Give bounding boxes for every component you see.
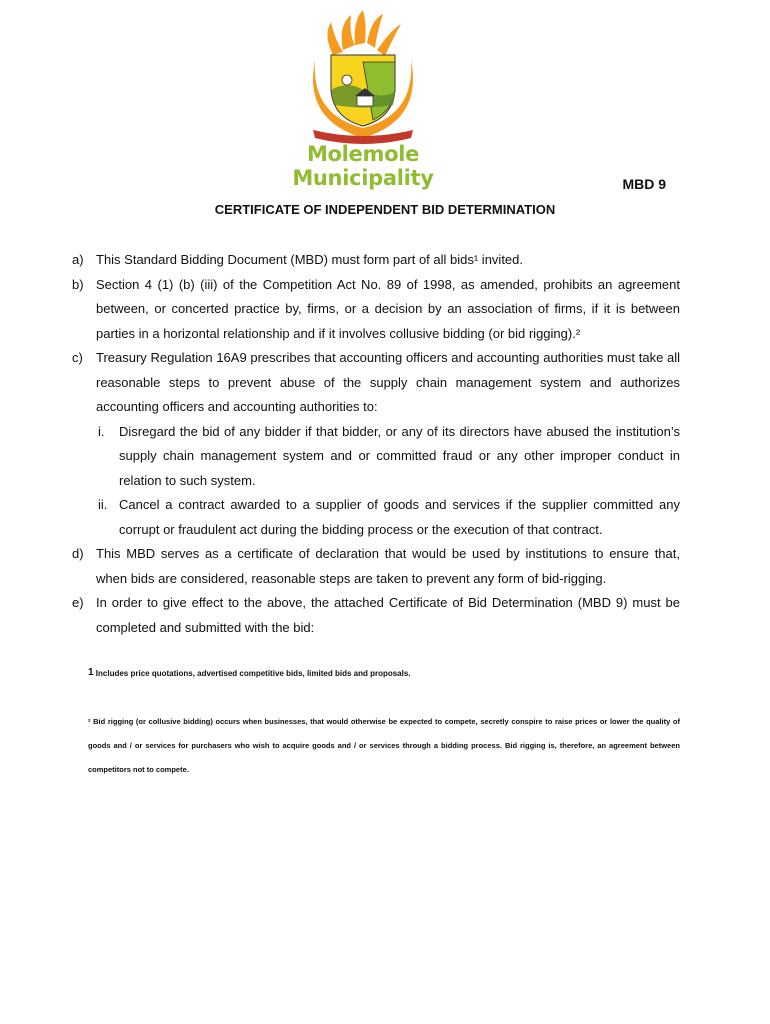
list-item	[72, 273, 680, 347]
municipality-name: Molemole Municipality	[292, 142, 434, 190]
document-body	[72, 248, 680, 640]
subitem-label: ii.	[98, 497, 108, 512]
list-item	[72, 346, 680, 420]
footnote-1	[88, 669, 411, 680]
item-text: Treasury Regulation 16A9 prescribes that accounting officers and accounting authorities must take all reasonable steps to prevent abuse of the supply chain management system and authorizes accounting officers and accounting authorities to:	[96, 350, 680, 414]
subitem-label: i.	[98, 423, 105, 439]
item-text: This MBD serves as a certificate of declaration that would be used by institutions to ensure that, when bids are considered, reasonable steps are taken to prevent any form of bid-rigging.	[96, 546, 680, 586]
item-label: b)	[72, 276, 84, 292]
item-label: e)	[72, 595, 84, 610]
sub-list-item	[72, 493, 680, 542]
document-title: CERTIFICATE OF INDEPENDENT BID DETERMINATION	[214, 202, 556, 217]
list-item	[72, 591, 680, 640]
municipality-crest-icon	[243, 10, 483, 145]
item-text: In order to give effect to the above, the attached Certificate of Bid Determination (MBD 9) must be completed and submitted with the bid:	[96, 595, 680, 635]
item-label: a)	[72, 252, 84, 267]
subitem-text: Disregard the bid of any bidder if that bidder, or any of its directors have abused the institution’s supply chain management system and or committed fraud or any other improper conduct in relation to such system.	[119, 423, 680, 488]
item-text: Section 4 (1) (b) (iii) of the Competition Act No. 89 of 1998, as amended, prohibits an agreement between, or concerted practice by, firms, or a decision by an association of firms, if it is between parties in a horizontal relationship and if it involves collusive bidding (or bid rigging).²	[96, 276, 680, 341]
sub-list-item	[72, 420, 680, 494]
footnote-1-text: Includes price quotations, advertised competitive bids, limited bids and proposals.	[95, 669, 411, 678]
form-code: MBD 9	[622, 176, 666, 192]
subitem-text: Cancel a contract awarded to a supplier of goods and services if the supplier committed any corrupt or fraudulent act during the bidding process or the execution of that contract.	[119, 497, 680, 537]
municipality-logo	[243, 10, 483, 190]
item-text: This Standard Bidding Document (MBD) must form part of all bids¹ invited.	[96, 252, 524, 267]
item-label: c)	[72, 350, 83, 365]
list-item	[72, 248, 680, 273]
item-label: d)	[72, 546, 84, 561]
footnote-2: ² Bid rigging (or collusive bidding) occurs when businesses, that would otherwise be expected to compete, secretly conspire to raise prices or lower the quality of goods and / or services for purchasers who wish to acquire goods and / or services through a bidding process. Bid rigging is, therefore, an agreement between competitors not to compete.	[88, 717, 680, 774]
footnote-1-marker: 1	[88, 667, 94, 678]
list-item	[72, 542, 680, 591]
